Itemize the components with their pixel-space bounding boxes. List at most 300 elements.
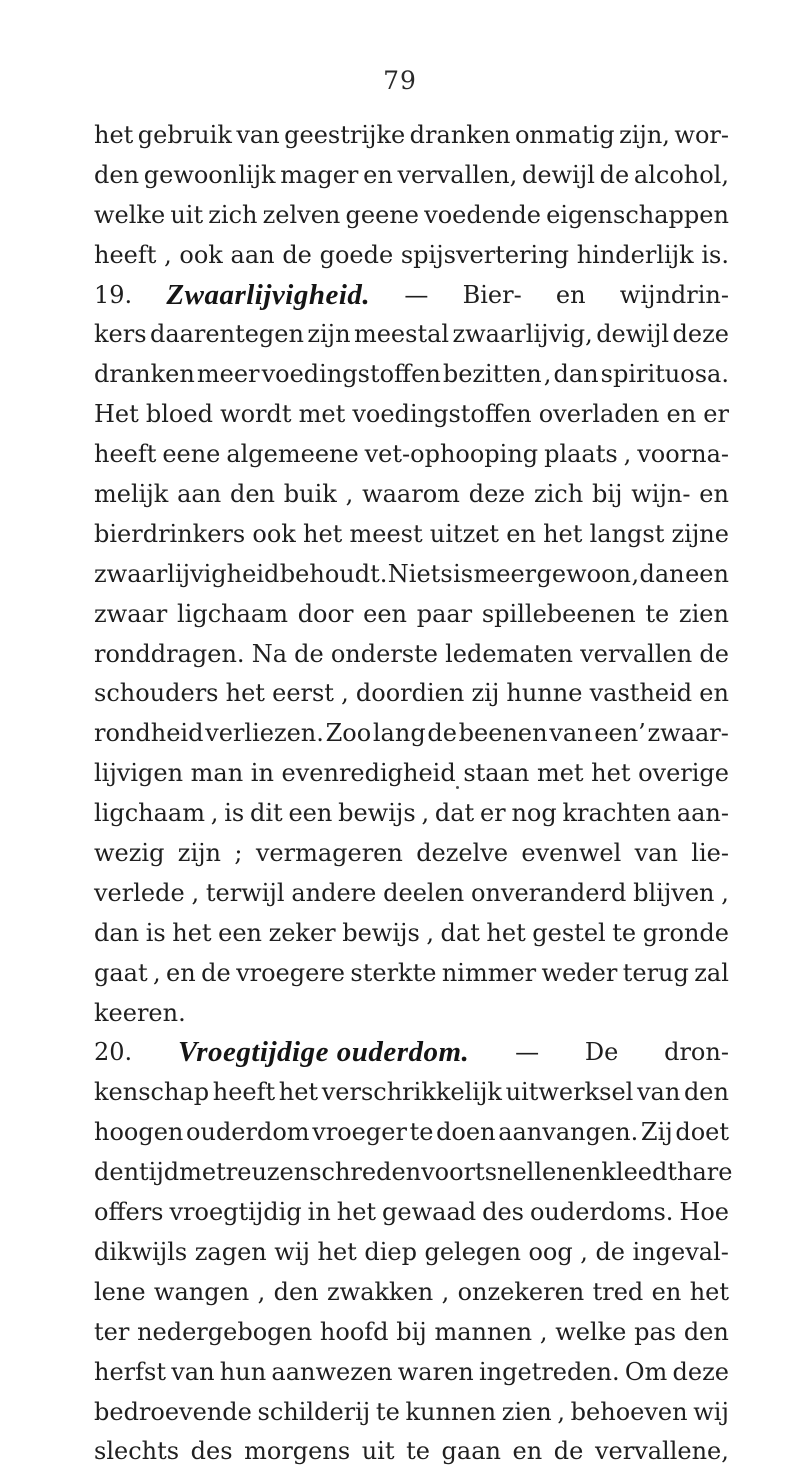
word: onzekeren: [457, 1277, 585, 1306]
word: een: [218, 918, 263, 947]
word: dan: [639, 559, 685, 588]
word: zijn: [307, 320, 351, 349]
word: melijk: [94, 480, 169, 509]
word: een: [685, 559, 729, 588]
word: tred: [592, 1277, 644, 1306]
text-line: [94, 435, 729, 475]
word: wij: [693, 1397, 729, 1426]
word: evenwel: [521, 839, 622, 868]
text-line: [94, 395, 729, 435]
word: zijn: [177, 839, 222, 868]
word: gestel: [532, 918, 606, 947]
text-line: [94, 1313, 729, 1353]
word: deelen: [383, 878, 465, 907]
word: ,: [623, 440, 632, 469]
word: zwaarlijvig,: [452, 320, 593, 349]
word: aanwezen: [271, 1357, 393, 1386]
word: het: [543, 519, 583, 548]
word: aan-: [676, 799, 729, 828]
word: gebruik: [137, 121, 232, 149]
word: mannen: [434, 1317, 533, 1346]
word: doen: [436, 1118, 496, 1147]
word: ,: [421, 799, 430, 828]
word: en: [363, 160, 393, 189]
word: ,: [441, 1277, 450, 1306]
word: er: [479, 799, 506, 828]
word: ,: [539, 1317, 548, 1346]
word: bedroevende: [94, 1397, 252, 1426]
word: een’: [594, 719, 646, 748]
word: uitzet: [429, 519, 500, 548]
word: van: [236, 121, 280, 149]
word: door: [297, 599, 354, 628]
word: de: [599, 160, 630, 189]
word: met: [536, 759, 584, 788]
word: en: [555, 280, 586, 309]
word: zich: [208, 200, 258, 229]
word: heeft: [94, 440, 157, 469]
word: ,: [580, 1237, 588, 1266]
word: pas: [634, 1317, 677, 1346]
word: kleedt: [601, 1158, 677, 1187]
word: te: [406, 1437, 430, 1466]
word: de: [595, 1237, 626, 1266]
word: dranken: [409, 121, 511, 149]
word: wor-: [674, 121, 729, 149]
word: schouders: [94, 679, 219, 708]
text-line: [94, 555, 729, 595]
text-line: [94, 674, 729, 714]
word: eerst: [272, 679, 334, 708]
word: wijndrin-: [619, 280, 729, 309]
word: ,: [341, 679, 349, 708]
word: behoudt.: [279, 559, 388, 588]
word: algemeene: [226, 440, 359, 469]
word: voortsnellen: [421, 1158, 572, 1187]
word: alcohol,: [633, 160, 729, 189]
word: ,: [210, 799, 219, 828]
word: hoofd: [319, 1317, 389, 1346]
word: zien: [678, 599, 729, 628]
word: onveranderd: [471, 878, 627, 907]
word: ,: [257, 1277, 266, 1306]
word: spijsvertering: [400, 240, 570, 269]
word: en: [651, 1277, 682, 1306]
word: verschrikkelijk: [321, 1078, 502, 1107]
word: nog: [511, 799, 557, 828]
word: aan: [230, 240, 275, 269]
word: lie-: [691, 839, 729, 868]
text-line: [94, 994, 729, 1034]
word: ter: [94, 1317, 130, 1346]
word: zien: [501, 1397, 552, 1426]
word: de: [282, 240, 312, 269]
section-number: 19.: [94, 280, 133, 309]
word: vermageren: [255, 839, 403, 868]
word: ;: [234, 839, 243, 868]
text-line: [94, 635, 729, 675]
word: ,: [164, 240, 172, 269]
word: is: [453, 559, 474, 588]
word: het: [317, 1237, 357, 1266]
word: en: [506, 519, 536, 548]
word: terwijl: [205, 878, 285, 907]
word: zelven: [262, 200, 341, 229]
word: de: [427, 719, 457, 748]
word: den: [273, 1277, 319, 1306]
text-line: [94, 874, 729, 914]
word: weder: [541, 958, 618, 987]
word: diep: [364, 1237, 417, 1266]
word: keeren.: [94, 998, 186, 1027]
word: gaan: [441, 1437, 501, 1466]
word: dan: [94, 918, 140, 947]
word: nimmer: [441, 958, 537, 987]
text-line: [94, 834, 729, 874]
word: ,: [557, 1397, 565, 1426]
word: —: [515, 1038, 540, 1067]
word: gewoon: [536, 559, 632, 588]
word: het: [689, 1277, 729, 1306]
text-line: [94, 355, 729, 395]
word: dat: [434, 799, 475, 828]
word: vervallene,: [594, 1437, 729, 1466]
section-number: 20.: [94, 1038, 133, 1067]
word: deze: [672, 1357, 729, 1386]
word: overige: [638, 759, 729, 788]
word: waarom: [362, 480, 460, 509]
word: gewaad: [382, 1198, 477, 1227]
word: ouderdoms.: [529, 1198, 674, 1227]
word: ook: [252, 519, 296, 548]
word: ,: [345, 480, 354, 509]
ink-speck: [456, 786, 459, 789]
word: te: [645, 599, 670, 628]
word: andere: [291, 878, 377, 907]
word: onderste: [330, 639, 438, 668]
word: den: [683, 1317, 729, 1346]
word: oog: [528, 1237, 573, 1266]
word: des: [190, 1437, 233, 1466]
text-line: [94, 276, 729, 316]
word: rondheid: [94, 719, 204, 748]
word: welke: [94, 200, 166, 229]
word: —: [404, 280, 429, 309]
word: gaat: [94, 958, 148, 987]
word: uit: [361, 1437, 395, 1466]
text-line: [94, 595, 729, 635]
word: gewoonlijk: [143, 160, 276, 189]
word: geestrijke: [284, 121, 406, 149]
word: zijn,: [619, 121, 670, 149]
word: paar: [416, 599, 473, 628]
word: offers: [94, 1198, 164, 1227]
word: ronddragen.: [94, 639, 245, 668]
word: nedergebogen: [137, 1317, 313, 1346]
word: en: [166, 958, 196, 987]
word: het: [591, 759, 631, 788]
word: bezitten: [442, 360, 542, 389]
word: te: [375, 1397, 400, 1426]
word: zagen: [194, 1237, 267, 1266]
word: De: [584, 1038, 619, 1067]
text-line: [94, 1273, 729, 1313]
word: hinderlijk: [576, 240, 694, 269]
word: te: [612, 918, 637, 947]
word: voorna-: [637, 440, 729, 469]
word: lene: [94, 1277, 146, 1306]
word: spillebeenen: [481, 599, 636, 628]
word: het: [278, 1078, 319, 1107]
word: de: [201, 958, 231, 987]
word: dron-: [664, 1038, 729, 1067]
word: staan: [463, 759, 530, 788]
word: kenschap: [94, 1078, 210, 1107]
word: met: [298, 400, 346, 429]
text-line: [94, 1393, 729, 1433]
word: gelegen: [424, 1237, 521, 1266]
word: bewijs: [338, 799, 416, 828]
word: het: [94, 121, 134, 149]
word: vervallen,: [397, 160, 518, 189]
word: is: [145, 918, 166, 947]
word: zwaar: [94, 599, 168, 628]
word: het: [336, 1198, 377, 1227]
word: in: [307, 1198, 331, 1227]
word: kers: [94, 320, 147, 349]
word: vet-ophooping: [364, 440, 539, 469]
word: dikwijls: [94, 1237, 188, 1266]
word: ingeval-: [632, 1237, 729, 1266]
word: het: [486, 918, 526, 947]
word: en: [666, 400, 697, 429]
word: vroeger: [312, 1118, 407, 1147]
word: ook: [179, 240, 223, 269]
word: heeft: [212, 1078, 276, 1107]
word: het: [303, 519, 343, 548]
word: spirituosa.: [600, 360, 729, 389]
word: wij: [274, 1237, 310, 1266]
word: bewijs: [342, 918, 420, 947]
text-line: [94, 794, 729, 834]
word: ,: [426, 918, 434, 947]
word: meestal: [353, 320, 450, 349]
word: vroegere: [236, 958, 346, 987]
word: hoogen: [94, 1118, 184, 1147]
word: van: [171, 1357, 215, 1386]
word: krachten: [562, 799, 672, 828]
word: zeker: [268, 918, 336, 947]
word: bloed: [145, 400, 213, 429]
word: ledematen: [445, 639, 573, 668]
text-line: [94, 1233, 729, 1273]
word: ,: [631, 559, 640, 588]
word: ouderdom: [186, 1118, 310, 1147]
word: eigenschappen: [546, 200, 729, 229]
word: dranken: [94, 360, 195, 389]
word: verlede: [94, 878, 185, 907]
word: en: [571, 1158, 602, 1187]
word: lijvigen: [94, 759, 184, 788]
word: wezig: [94, 839, 165, 868]
word: dan: [553, 360, 599, 389]
word: hunne: [506, 679, 583, 708]
text-line: [94, 1113, 729, 1153]
word: waren: [397, 1357, 474, 1386]
word: Na: [251, 639, 287, 668]
word: herfst: [94, 1357, 166, 1386]
text-line: [94, 914, 729, 954]
word: morgens: [244, 1437, 351, 1466]
word: buik: [283, 480, 337, 509]
word: is: [224, 799, 245, 828]
word: evenredigheid: [281, 759, 456, 788]
word: tijd: [139, 1158, 180, 1187]
word: bij: [591, 480, 623, 509]
word: dat: [440, 918, 480, 947]
word: Zoo: [325, 719, 372, 748]
word: plaats: [544, 440, 618, 469]
word: ,: [543, 360, 552, 389]
word: uitwerksel: [505, 1078, 634, 1107]
word: den: [683, 1078, 729, 1107]
word: Niets: [387, 559, 453, 588]
word: gronde: [642, 918, 729, 947]
word: kunnen: [405, 1397, 497, 1426]
word: wijn-: [631, 480, 691, 509]
word: met: [179, 1158, 226, 1187]
word: de: [294, 639, 324, 668]
word: Zij: [640, 1118, 673, 1147]
word: doordien: [355, 679, 465, 708]
word: overladen: [538, 400, 660, 429]
text-line: [94, 475, 729, 515]
word: eene: [162, 440, 221, 469]
word: den: [229, 480, 275, 509]
text-line: [94, 236, 729, 276]
word: aanvangen.: [498, 1118, 639, 1147]
word: onmatig: [514, 121, 615, 149]
text-line: [94, 116, 729, 156]
word: de: [699, 639, 729, 668]
word: bierdrinkers: [94, 519, 246, 548]
text-line: [94, 1353, 729, 1393]
word: dit: [249, 799, 283, 828]
text-line: [94, 156, 729, 196]
word: ,: [153, 958, 161, 987]
word: uit: [170, 200, 204, 229]
word: ,: [721, 878, 729, 907]
word: Hoe: [679, 1198, 729, 1227]
word: van: [549, 719, 593, 748]
word: voedende: [424, 200, 541, 229]
word: Om: [624, 1357, 668, 1386]
word: sterkte: [350, 958, 437, 987]
word: geene: [345, 200, 419, 229]
word: zwakken: [327, 1277, 434, 1306]
word: man: [190, 759, 244, 788]
word: zwaarlijvigheid: [94, 559, 280, 588]
word: voedingstoffen: [352, 400, 532, 429]
word: wangen: [153, 1277, 250, 1306]
section-heading: Vroegtijdige ouderdom.: [177, 1036, 470, 1069]
word: verliezen.: [205, 719, 324, 748]
word: hun: [219, 1357, 267, 1386]
word: ligchaam: [94, 799, 205, 828]
word: ligchaam: [176, 599, 288, 628]
word: en: [699, 679, 729, 708]
word: zij: [471, 679, 500, 708]
word: deze: [672, 320, 729, 349]
word: slechts: [94, 1437, 180, 1466]
word: heeft: [94, 240, 157, 269]
word: vroegtijdig: [169, 1198, 302, 1227]
text-line: [94, 714, 729, 754]
word: meer: [196, 360, 260, 389]
word: des: [482, 1198, 524, 1227]
word: mager: [280, 160, 359, 189]
text-line: [94, 1432, 729, 1472]
word: meest: [349, 519, 423, 548]
word: hare: [677, 1158, 733, 1187]
word: lang: [372, 719, 426, 748]
text-line: [94, 1073, 729, 1113]
word: van: [634, 839, 678, 868]
word: terug: [622, 958, 689, 987]
word: wordt: [220, 400, 292, 429]
word: goede: [319, 240, 394, 269]
word: aan: [177, 480, 222, 509]
word: ingetreden.: [478, 1357, 620, 1386]
word: dewijl: [596, 320, 670, 349]
word: en: [699, 480, 729, 509]
word: Bier-: [462, 280, 522, 309]
word: dezelve: [416, 839, 509, 868]
word: en: [512, 1437, 543, 1466]
word: vervallen: [580, 639, 693, 668]
text-line: [94, 1153, 733, 1193]
word: een: [288, 799, 333, 828]
word: de: [553, 1437, 584, 1466]
page-number: 79: [383, 66, 417, 95]
text-line: [94, 954, 729, 994]
word: van: [636, 1078, 681, 1107]
word: dewijl: [521, 160, 595, 189]
word: bij: [396, 1317, 427, 1346]
text-line: [94, 515, 729, 555]
word: blijven: [633, 878, 715, 907]
word: te: [409, 1118, 434, 1147]
word: voedingstoffen: [261, 360, 441, 389]
word: zwaar-: [647, 719, 729, 748]
word: is.: [701, 240, 729, 269]
word: Het: [94, 400, 139, 429]
word: zich: [533, 480, 584, 509]
section-heading: Zwaarlijvigheid.: [166, 278, 371, 311]
text-line: [94, 196, 729, 236]
word: het: [172, 918, 212, 947]
word: daarentegen: [149, 320, 304, 349]
word: schilderij: [257, 1397, 371, 1426]
text-line: [94, 1033, 729, 1073]
text-line: [94, 754, 729, 794]
word: den: [94, 160, 140, 189]
text-line: [94, 1193, 729, 1233]
word: in: [250, 759, 274, 788]
text-line: [94, 315, 729, 355]
word: den: [94, 1158, 140, 1187]
word: zal: [694, 958, 729, 987]
